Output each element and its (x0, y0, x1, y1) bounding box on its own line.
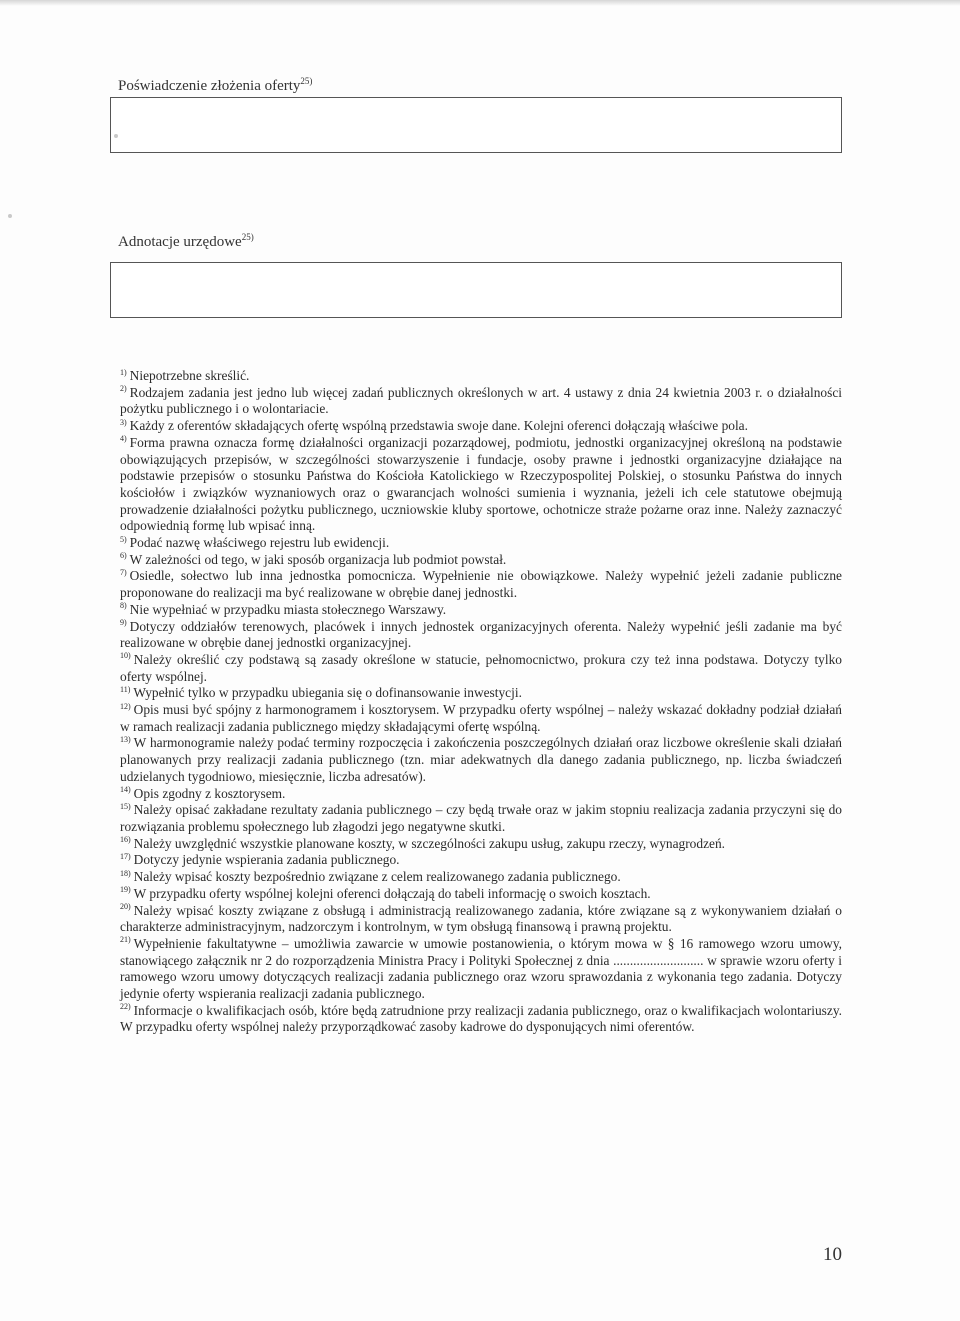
scan-speck (8, 214, 12, 218)
footnotes-list (120, 368, 842, 1036)
footnote-text: Opis musi być spójny z harmonogramem i kosztorysem. W przypadku oferty wspólnej – należy wskazać dokładny podział działań w ramach realizacji zadania publicznego między składającymi ofertę wspólną. (120, 702, 842, 734)
official-notes-title-ref: 25) (241, 232, 254, 242)
footnote-number: 12) (120, 701, 131, 711)
footnote-text: Podać nazwę właściwego rejestru lub ewidencji. (129, 535, 390, 551)
footnote-text: Każdy z oferentów składających ofertę wspólną przedstawia swoje dane. Kolejni oferenci dołączają właściwe pola. (129, 418, 748, 434)
footnote (120, 1003, 842, 1036)
footnote-text: W zależności od tego, w jaki sposób organizacja lub podmiot powstał. (129, 551, 507, 567)
scan-speck (114, 134, 118, 138)
footnote (120, 702, 842, 735)
footnote (120, 552, 842, 569)
footnote-number: 1) (120, 367, 127, 377)
footnote-text: Informacje o kwalifikacjach osób, które będą zatrudnione przy realizacji zadania publicznego, oraz o kwalifikacjach wolontariuszy. W przypadku oferty wspólnej należy przyporządkować zasoby kadrowe do dysponujących nimi oferentów. (120, 1002, 842, 1035)
footnote-number: 10) (120, 651, 131, 661)
footnote-text: Wypełnienie fakultatywne – umożliwia zawarcie w umowie postanowienia, o którym mowa w § 16 ramowego wzoru umowy, stanowiącego załącznik nr 2 do rozporządzenia Ministra Pracy i Polityki Społecznej z dnia ........................... w sprawie wzoru oferty i ramowego wzoru umowy dotyczących realizacji zadania publicznego oraz wzoru sprawozdania z wykonania tego zadania. Dotyczy jedynie oferty wspierania realizacji zadania publicznego. (120, 935, 842, 1002)
footnote-number: 15) (120, 801, 131, 811)
offer-submission-title-ref: 25) (300, 76, 313, 86)
scan-edge (0, 0, 960, 6)
footnote-text: Osiedle, sołectwo lub inna jednostka pomocnicza. Wypełnienie nie obowiązkowe. Należy wypełnić jeżeli zadanie publiczne proponowane do realizacji ma być realizowane w obrębie danej jednostki. (120, 568, 842, 601)
page-number: 10 (823, 1244, 842, 1265)
footnote-number: 16) (120, 835, 131, 845)
footnote (120, 619, 842, 652)
footnote-text: Dotyczy oddziałów terenowych, placówek i innych jednostek organizacyjnych oferenta. Należy wypełnić jeśli zadanie ma być realizowane w obrębie danej jednostki organizacyjnej. (120, 618, 842, 651)
footnote (120, 869, 842, 886)
footnote-text: Należy opisać zakładane rezultaty zadania publicznego – czy będą trwałe oraz w jakim stopniu realizacja zadania przyczyni się do rozwiązania problemu społecznego lub złagodzi jego negatywne skutki. (120, 802, 842, 834)
footnote (120, 735, 842, 785)
footnote-text: Nie wypełniać w przypadku miasta stołecznego Warszawy. (129, 601, 447, 617)
footnote-number: 14) (120, 785, 131, 795)
footnote-number: 22) (120, 1002, 131, 1012)
footnote (120, 385, 842, 418)
footnote (120, 568, 842, 601)
footnote-text: Opis zgodny z kosztorysem. (133, 785, 286, 801)
footnote-number: 17) (120, 851, 131, 861)
footnote-number: 6) (120, 551, 127, 561)
footnote-text: Należy określić czy podstawą są zasady określone w statucie, pełnomocnictwo, prokura czy też inna podstawa. Dotyczy tylko oferty wspólnej. (120, 651, 842, 684)
footnote-text: Należy wpisać koszty związane z obsługą i administracją realizowanego zadania, które związane są z wykonywaniem działań o charakterze administracyjnym, nadzorczym i kontrolnym, w tym obsługą finansową i prawną projektu. (120, 902, 842, 935)
footnote (120, 368, 842, 385)
offer-submission-box[interactable] (110, 97, 842, 153)
footnote-number: 5) (120, 534, 127, 544)
footnote-number: 18) (120, 868, 131, 878)
footnote-number: 8) (120, 601, 127, 611)
footnote (120, 886, 842, 903)
footnote (120, 602, 842, 619)
offer-submission-title-text: Poświadczenie złożenia oferty (118, 78, 301, 94)
footnote-number: 7) (120, 567, 127, 577)
footnote-number: 4) (120, 434, 127, 444)
footnote-text: Dotyczy jedynie wspierania zadania publicznego. (133, 852, 400, 868)
offer-submission-title (118, 78, 312, 95)
footnote (120, 852, 842, 869)
footnote-text: W harmonogramie należy podać terminy rozpoczęcia i zakończenia poszczególnych działań oraz liczbowe określenie skali działań planowanych przy realizacji zadania publicznego (tzn. miar adekwatnych dla danego zadania publicznego, np. liczba świadczeń udzielanych tygodniowo, miesięcznie, liczba adresatów). (120, 735, 842, 784)
footnote (120, 802, 842, 835)
footnote (120, 786, 842, 803)
footnote-text: Niepotrzebne skreślić. (129, 368, 250, 383)
footnote-number: 11) (120, 684, 131, 694)
footnote (120, 535, 842, 552)
footnote (120, 836, 842, 853)
footnote-number: 2) (120, 384, 127, 394)
footnote (120, 435, 842, 535)
footnote-text: Wypełnić tylko w przypadku ubiegania się o dofinansowanie inwestycji. (133, 685, 522, 701)
footnote-number: 3) (120, 417, 127, 427)
official-notes-title-text: Adnotacje urzędowe (118, 234, 242, 250)
footnote (120, 936, 842, 1003)
footnote (120, 903, 842, 936)
footnote-number: 13) (120, 735, 131, 744)
footnote-text: Należy wpisać koszty bezpośrednio związane z celem realizowanego zadania publicznego. (133, 869, 621, 885)
footnote-text: Należy uwzględnić wszystkie planowane koszty, w szczególności zakupu usług, zakupu rzeczy, wynagrodzeń. (133, 835, 726, 851)
footnote-number: 19) (120, 885, 131, 895)
footnote-text: Rodzajem zadania jest jedno lub więcej zadań publicznych określonych w art. 4 ustawy z dnia 24 kwietnia 2003 r. o działalności pożytku publicznego i o wolontariacie. (120, 384, 842, 417)
footnote-number: 21) (120, 935, 131, 945)
footnote-number: 9) (120, 618, 127, 628)
footnote (120, 685, 842, 702)
footnote-text: Forma prawna oznacza formę działalności organizacji pozarządowej, podmiotu, jednostki organizacyjnej określoną na podstawie obowiązujących przepisów, w szczególności stowarzyszenie i fundacje, osoby prawne i jednostki organizacyjne działające na podstawie przepisów o stosunku Państwa do Kościoła Katolickiego w Rzeczypospolitej Polskiej, o stosunku Państwa do innych kościołów i związków wyznaniowych oraz o gwarancjach wolności sumienia i wyznania, jeżeli ich cele statutowe obejmują prowadzenie działalności pożytku publicznego, uczniowskie kluby sportowe, ochotnicze straże pożarne oraz inne. Należy zaznaczyć odpowiednią formę lub wpisać inną. (120, 434, 842, 534)
official-notes-title (118, 234, 254, 251)
footnote (120, 652, 842, 685)
official-notes-box[interactable] (110, 262, 842, 318)
footnote-text: W przypadku oferty wspólnej kolejni oferenci dołączają do tabeli informację o swoich kosztach. (133, 885, 651, 901)
footnote-number: 20) (120, 902, 131, 912)
footnote (120, 418, 842, 435)
